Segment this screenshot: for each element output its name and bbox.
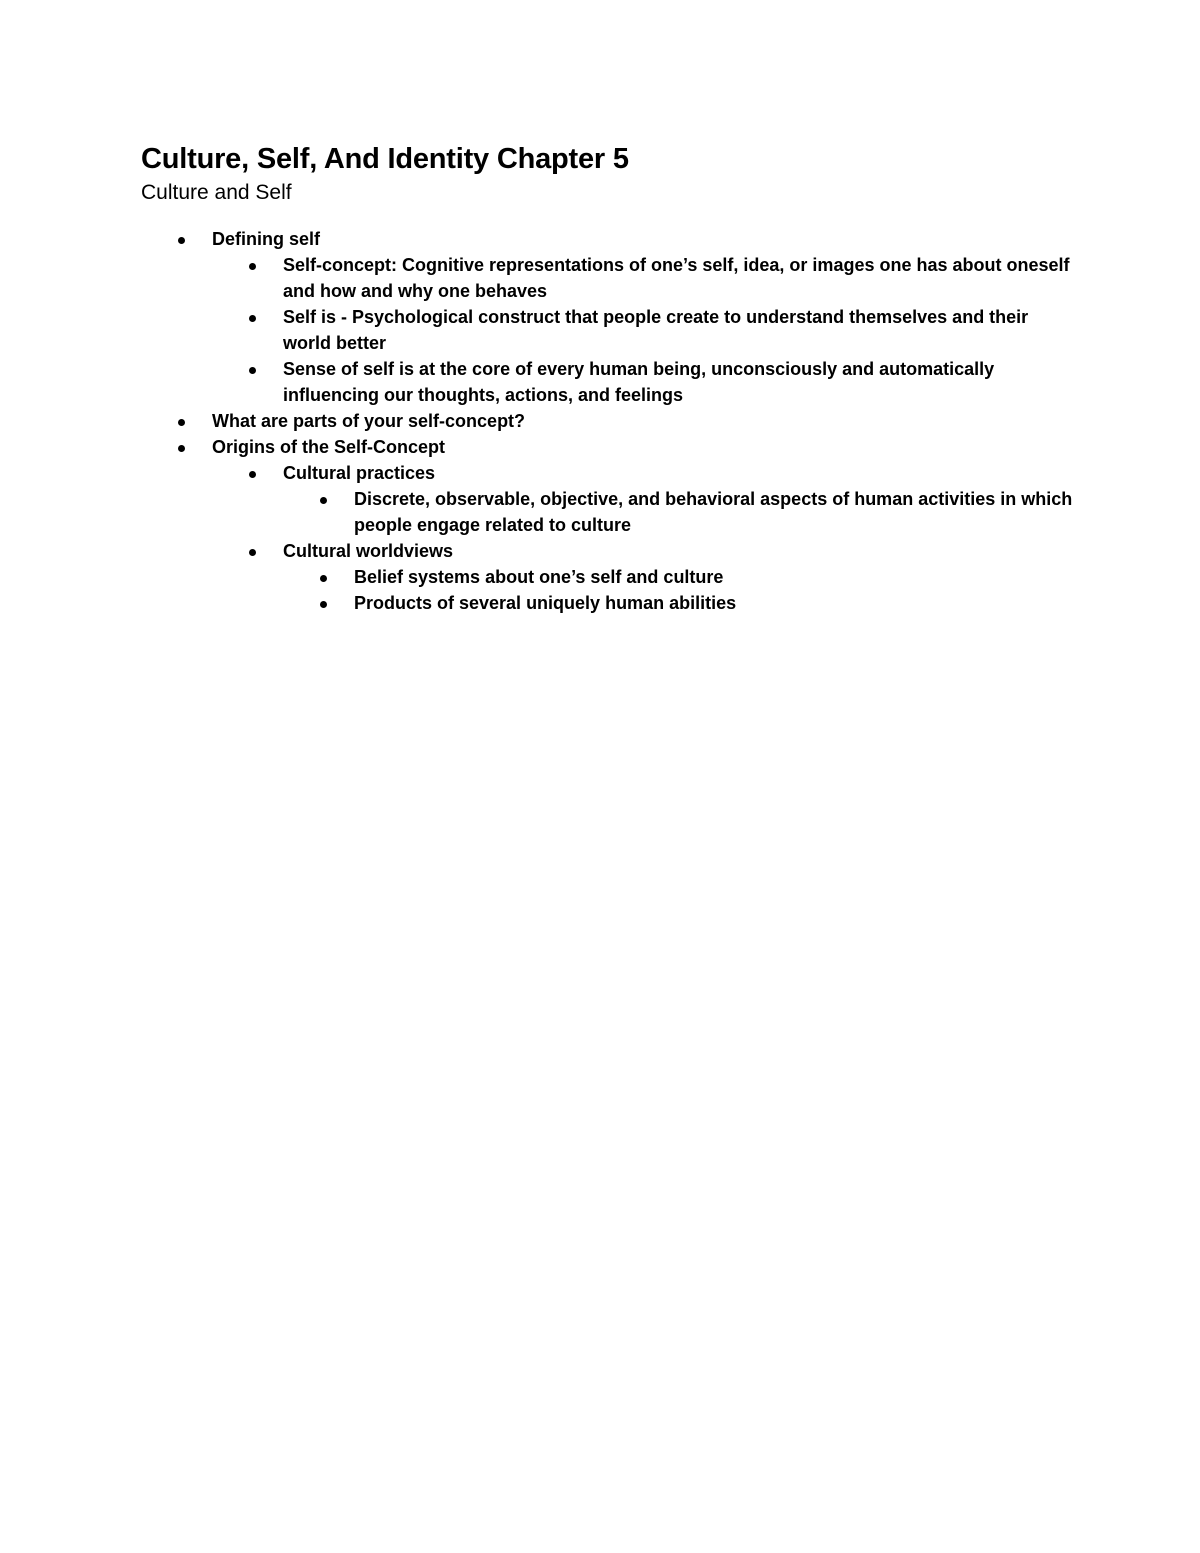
list-item-text: Cultural worldviews: [283, 541, 454, 561]
bullet-icon: [249, 538, 259, 564]
document-content: [141, 140, 1081, 616]
list-item: [212, 252, 1081, 304]
list-item-text: Sense of self is at the core of every human being, unconsciously and automatically influencing our thoughts, actions, and feelings: [283, 359, 995, 405]
bullet-icon: [320, 486, 330, 512]
bullet-icon: [178, 408, 188, 434]
sub-list: [212, 486, 1081, 538]
list-item-text: Belief systems about one’s self and culture: [354, 567, 724, 587]
sub-list: [141, 460, 1081, 616]
list-item: [212, 304, 1081, 356]
list-item: [283, 486, 1081, 538]
bullet-icon: [249, 356, 259, 382]
list-item: [212, 460, 1081, 538]
bullet-icon: [320, 564, 330, 590]
sub-list: [141, 252, 1081, 408]
list-item-text: What are parts of your self-concept?: [212, 411, 526, 431]
list-item: [283, 564, 1081, 590]
list-item-text: Defining self: [212, 229, 321, 249]
list-item-text: Cultural practices: [283, 463, 436, 483]
list-item: [212, 538, 1081, 616]
outline-list: [141, 226, 1081, 616]
list-item: [141, 434, 1081, 616]
sub-list: [212, 564, 1081, 616]
section-heading: Culture and Self: [141, 181, 292, 204]
list-item: [212, 356, 1081, 408]
bullet-icon: [249, 460, 259, 486]
list-item-text: Origins of the Self-Concept: [212, 437, 446, 457]
list-item-text: Self-concept: Cognitive representations of one’s self, idea, or images one has about oneself and how and why one behaves: [283, 255, 1070, 301]
bullet-icon: [320, 590, 330, 616]
document-title: Culture, Self, And Identity Chapter 5: [141, 143, 629, 175]
list-item: [283, 590, 1081, 616]
list-item: [141, 226, 1081, 408]
bullet-icon: [178, 226, 188, 252]
list-item-text: Products of several uniquely human abilities: [354, 593, 737, 613]
list-item-text: Discrete, observable, objective, and behavioral aspects of human activities in which people engage related to culture: [354, 489, 1073, 535]
bullet-icon: [178, 434, 188, 460]
bullet-icon: [249, 304, 259, 330]
list-item-text: Self is - Psychological construct that people create to understand themselves and their world better: [283, 307, 1029, 353]
list-item: [141, 408, 1081, 434]
bullet-icon: [249, 252, 259, 278]
